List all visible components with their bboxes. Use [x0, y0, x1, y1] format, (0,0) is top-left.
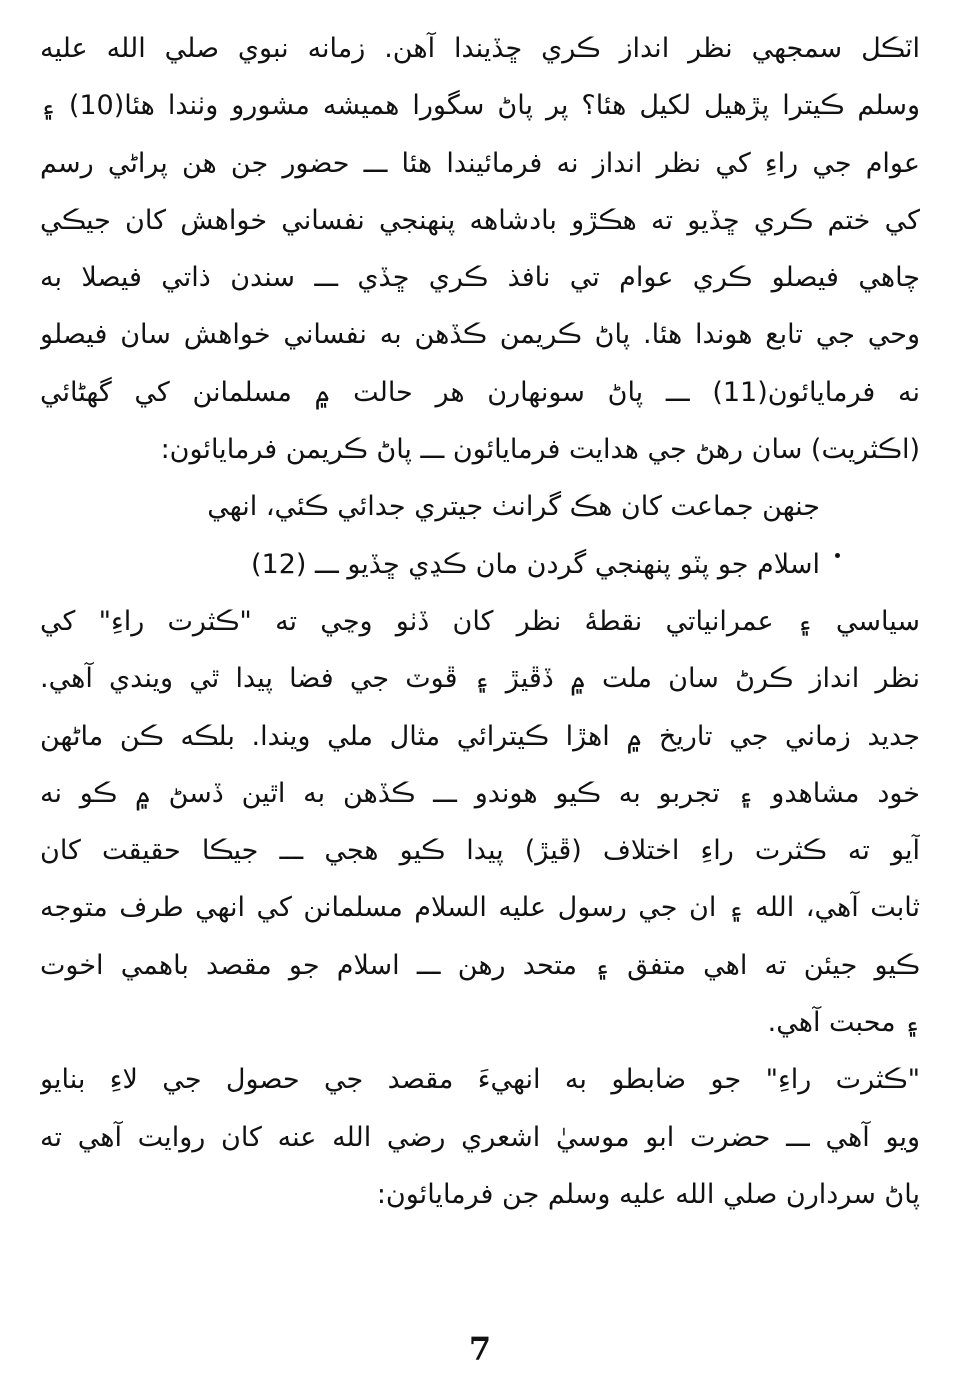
text-line: کي ختم ڪري ڇڏيو ته هڪڙو بادشاهه پنهنجي نفساني خواهش کان جيڪي — [40, 204, 920, 236]
text-line: ويو آهي ـــ حضرت ابو موسيٰ اشعري رضي الله عنه کان روايت آهي ته — [40, 1121, 920, 1153]
hadith-quote-line: اسلام جو پٽو پنهنجي گردن مان ڪڍي ڇڏيو ـــ (12) — [251, 548, 820, 580]
text-line: وسلم ڪيترا پڙهيل لکيل هئا؟ پر پاڻ سگورا هميشه مشورو وٺندا هئا(10) ۽ — [40, 90, 920, 122]
ink-dot — [835, 553, 840, 558]
text-line: ڪيو جيئن ته اهي متفق ۽ متحد رهن ـــ اسلام جو مقصد باهمي اخوت — [40, 949, 920, 981]
text-line: ۽ محبت آهي. — [767, 1007, 920, 1039]
text-line: "ڪثرت راءِ" جو ضابطو به انهيءَ مقصد جي حصول جي لاءِ بنايو — [40, 1064, 920, 1096]
text-line: آيو ته ڪثرت راءِ اختلاف (ڦيڙ) پيدا ڪيو هجي ـــ جيڪا حقيقت کان — [40, 835, 920, 867]
text-line: پاڻ سردارن صلي الله عليه وسلم جن فرمايائون: — [376, 1178, 920, 1210]
text-line: عوام جي راءِ کي نظر انداز نه فرمائيندا هئا ـــ حضور جن هن پراڻي رسم — [40, 147, 920, 179]
text-line: نه فرمايائون(11) ـــ پاڻ سونهارن هر حالت ۾ مسلمانن کي گهڻائي — [40, 376, 920, 408]
hadith-quote-line: جنهن جماعت کان هڪ گرانٺ جيتري جدائي ڪئي، انهي — [207, 491, 820, 523]
body-text — [40, 20, 920, 1223]
page-number: 7 — [468, 1330, 492, 1368]
text-line: نظر انداز ڪرڻ سان ملت ۾ ڏڦيڙ ۽ ڦوٽ جي فضا پيدا ٿي ويندي آهي. — [40, 663, 920, 695]
text-line: خود مشاهدو ۽ تجربو به ڪيو هوندو ـــ ڪڏهن به اٿين ڏسڻ ۾ ڪو نه — [40, 777, 920, 809]
text-line: جديد زماني جي تاريخ ۾ اهڙا ڪيترائي مثال ملي ويندا. بلڪه ڪن ماڻهن — [40, 720, 920, 752]
text-line: (اڪثريت) سان رهڻ جي هدايت فرمايائون ـــ پاڻ ڪريمن فرمايائون: — [160, 434, 920, 466]
text-line: سياسي ۽ عمرانياتي نقطهٔ نظر کان ڏٺو وڃي ته "ڪثرت راءِ" کي — [40, 605, 920, 637]
text-line: اٽڪل سمجهي نظر انداز ڪري ڇڏيندا آهن. زمانه نبوي صلي الله عليه — [40, 33, 920, 64]
text-line: وحي جي تابع هوندا هئا. پاڻ ڪريمن ڪڏهن به نفساني خواهش سان فيصلو — [40, 319, 920, 351]
text-line: چاهي فيصلو ڪري عوام تي نافذ ڪري ڇڏي ـــ سندن ذاتي فيصلا به — [40, 262, 920, 294]
text-line: ثابت آهي، الله ۽ ان جي رسول عليه السلام مسلمانن کي انهي طرف متوجه — [40, 892, 920, 924]
